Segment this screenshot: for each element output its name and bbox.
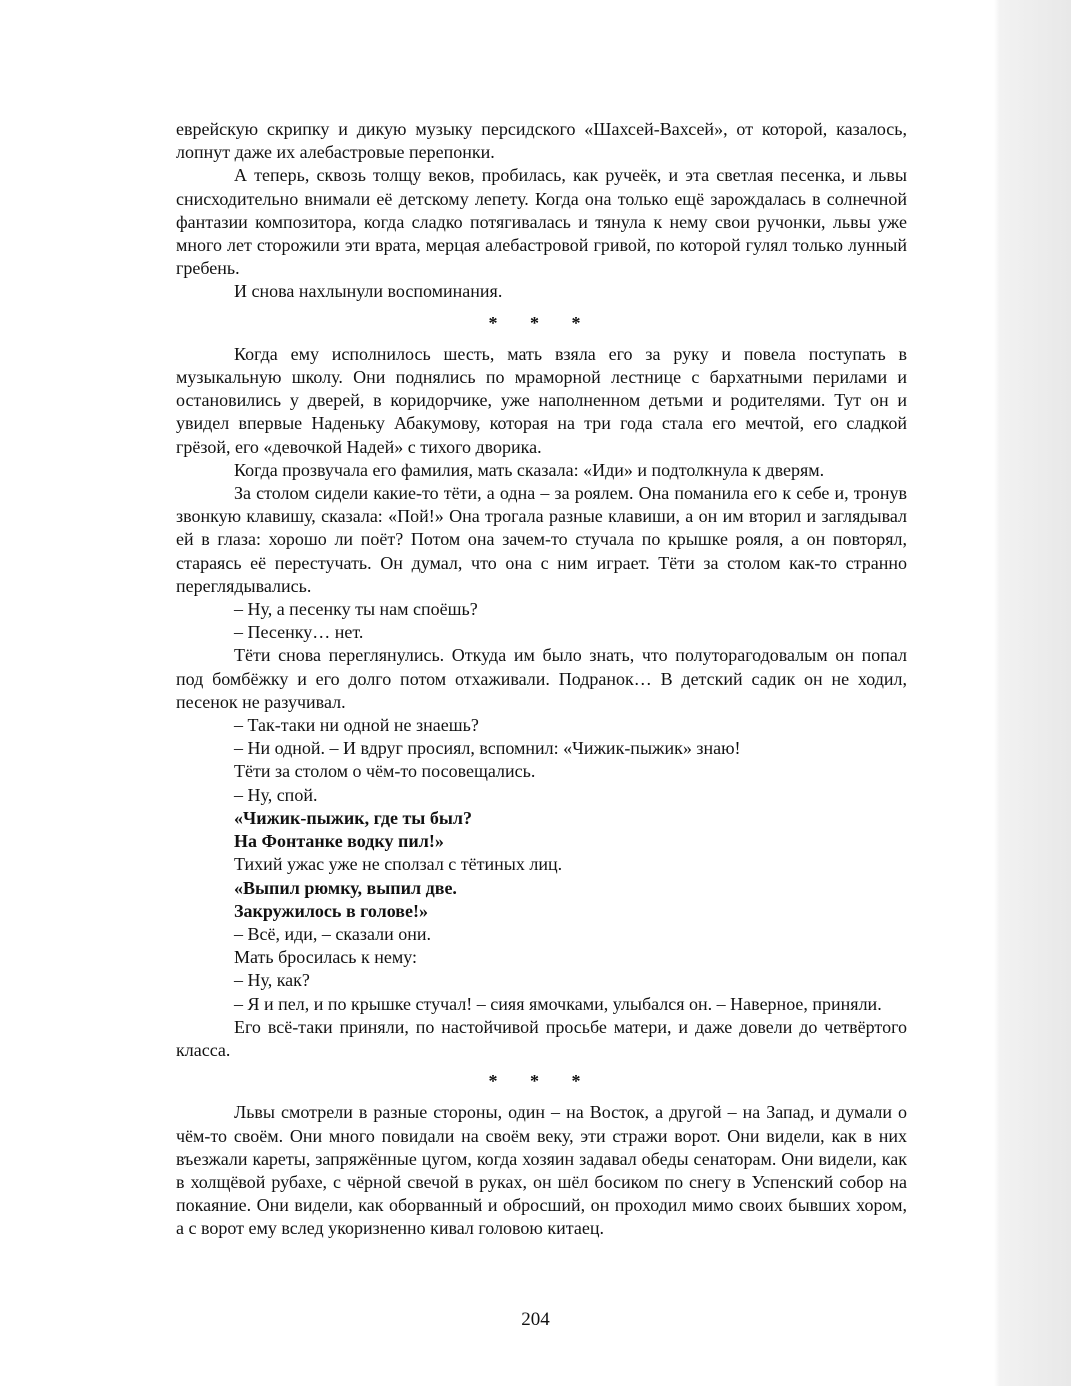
paragraph: – Ну, как? bbox=[234, 970, 310, 991]
section-divider: * * * bbox=[488, 1071, 595, 1092]
paragraph: За столом сидели какие-то тёти, а одна – за роялем. Она поманила его к себе и, тронув звонкую клавишу, сказала: «Пой!» Она трогала разные клавиши, а он им вторил и заглядывал ей в глаза: хорошо ли поёт? Потом она зачем-то стучала по крышке рояля, а он повторял, стараясь её перестучать. Он думал, что она с ним играет. Тёти за столом как-то странно переглядывались. bbox=[176, 483, 907, 596]
paragraph: А теперь, сквозь толщу веков, пробилась, как ручеёк, и эта светлая песенка, и львы снисходительно внимали её детскому лепету. Когда она только ещё зарождалась в солнечной фантазии композитора, когда сладко потягивалась и тянула к нему свои ручонки, львы уже много лет сторожили эти врата, мерцая алебастровой гривой, по которой гулял только лунный гребень. bbox=[176, 165, 907, 279]
paragraph: Тихий ужас уже не сползал с тётиных лиц. bbox=[234, 854, 563, 875]
paragraph: Когда ему исполнилось шесть, мать взяла его за руку и повела поступать в музыкальную школу. Они поднялись по мраморной лестнице с бархатными перилами и остановились у дверей, в коридорчике, уже наполненном детьми и родителями. Тут он и увидел впервые Наденьку Абакумову, которая на три года стала его мечтой, его сладкой грёзой, его «девочкой Надей» с тихого дворика. bbox=[176, 343, 907, 457]
paragraph: «Чижик-пыжик, где ты был? bbox=[234, 807, 473, 828]
paragraph: – Всё, иди, – сказали они. bbox=[234, 923, 431, 944]
page-number: 204 bbox=[521, 1309, 550, 1330]
page-text bbox=[176, 118, 907, 1241]
scan-edge bbox=[994, 0, 1071, 1386]
paragraph: Закружилось в голове!» bbox=[234, 900, 429, 921]
paragraph: Когда прозвучала его фамилия, мать сказала: «Иди» и подтолкнула к дверям. bbox=[234, 459, 825, 480]
paragraph: Его всё-таки приняли, по настойчивой просьбе матери, и даже довели до четвёртого класса. bbox=[176, 1016, 907, 1060]
paragraph: – Я и пел, и по крышке стучал! – сияя ямочками, улыбался он. – Наверное, приняли. bbox=[234, 993, 882, 1014]
paragraph: – Ни одной. – И вдруг просиял, вспомнил: «Чижик-пыжик» знаю! bbox=[234, 738, 741, 759]
paragraph: – Так-таки ни одной не знаешь? bbox=[234, 715, 479, 736]
paragraph: Львы смотрели в разные стороны, один – на Восток, а другой – на Запад, и думали о чём-то своём. Они много повидали на своём веку, эти стражи ворот. Они видели, как в них въезжали кареты, запряжённые цугом, когда хозяин задавал обеды сенаторам. Они видели, как в холщёвой рубахе, с чёрной свечой в руках, он шёл босиком по снегу в Успенский собор на покаяние. Они видели, как оборванный и обросший, он проходил мимо своих бывших хором, а с ворот ему вслед укоризненно кивал головою китаец. bbox=[176, 1102, 907, 1239]
paragraph: – Ну, а песенку ты нам споёшь? bbox=[234, 599, 478, 620]
paragraph: еврейскую скрипку и дикую музыку персидского «Шахсей-Вахсей», от которой, казалось, лопнут даже их алебастровые перепонки. bbox=[176, 119, 907, 163]
paragraph: – Песенку… нет. bbox=[234, 622, 364, 643]
paragraph: На Фонтанке водку пил!» bbox=[234, 831, 444, 852]
paragraph: И снова нахлынули воспоминания. bbox=[234, 281, 503, 302]
paragraph: – Ну, спой. bbox=[234, 784, 318, 805]
paragraph: «Выпил рюмку, выпил две. bbox=[234, 877, 457, 898]
paragraph: Тёти за столом о чём-то посовещались. bbox=[234, 761, 536, 782]
paragraph: Мать бросилась к нему: bbox=[234, 947, 418, 968]
paragraph: Тёти снова переглянулись. Откуда им было знать, что полуторагодовалым он попал под бомбёжку и его долго потом отхаживали. Подранок… В детский садик он не ходил, песенок не разучивал. bbox=[176, 645, 907, 712]
section-divider: * * * bbox=[488, 312, 595, 333]
